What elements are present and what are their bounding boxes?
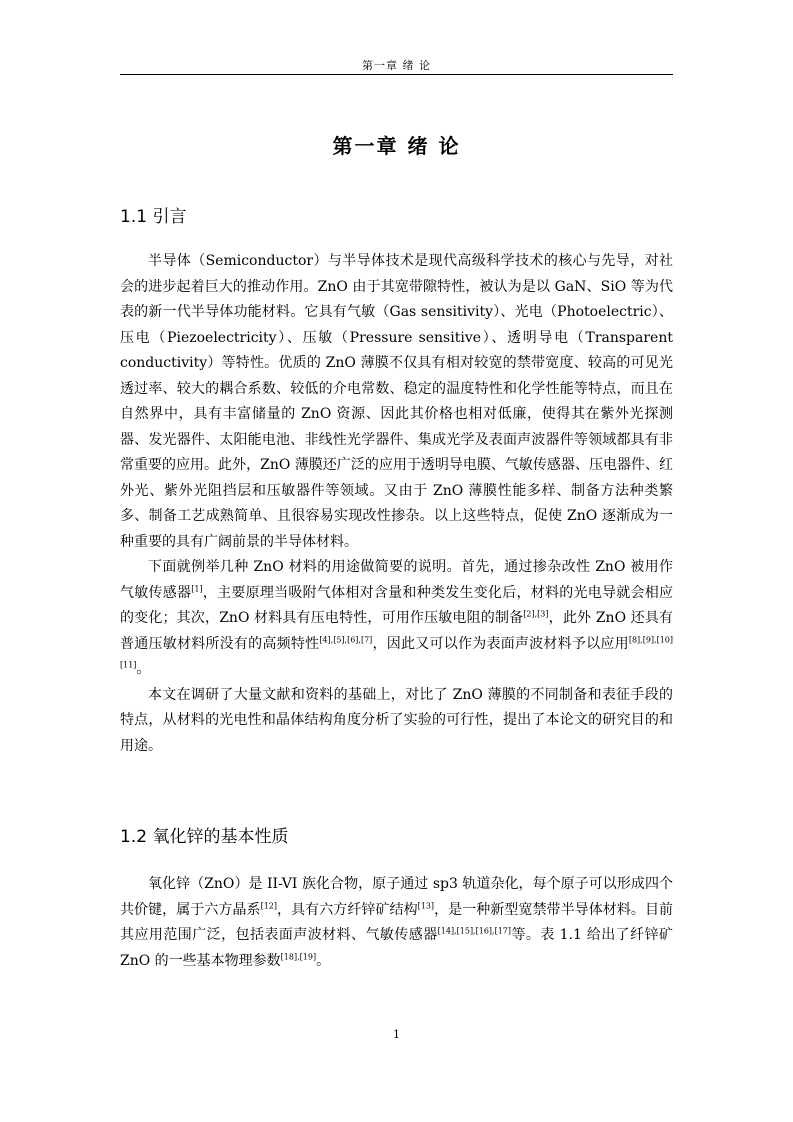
section-1-1-body bbox=[120, 249, 673, 759]
page-number: 1 bbox=[393, 1028, 400, 1041]
citation: [4],[5],[6],[7] bbox=[319, 634, 373, 644]
citation: [2],[3] bbox=[523, 609, 549, 619]
citation: [14],[15],[16],[17] bbox=[437, 926, 511, 936]
section-heading-1-1: 1.1 引言 bbox=[120, 207, 187, 227]
section-heading-1-2: 1.2 氧化锌的基本性质 bbox=[120, 827, 289, 847]
citation: [12] bbox=[260, 900, 277, 910]
paragraph-zno-properties: 氧化锌（ZnO）是 II-VI 族化合物，原子通过 sp3 轨道杂化，每个原子可以形成四个共价键，属于六方晶系[12]，具有六方纤锌矿结构[13]，是一种新型宽禁带半导体材料。目前其应用范围广泛，包括表面声波材料、气敏传感器[14],[15],[16],[17]等。表 1.1 给出了纤锌矿 ZnO 的一些基本物理参数[18],[19]。 bbox=[120, 876, 674, 969]
paragraph-intro: 半导体（Semiconductor）与半导体技术是现代高级科学技术的核心与先导，对社会的进步起着巨大的推动作用。ZnO 由于其宽带隙特性，被认为是以 GaN、SiO 等为代表的新一代半导体功能材料。它具有气敏（Gas sensitivity）、光电（Photoelectric）、压电（Piezoelectricity）、压敏（Pressure sensitive）、透明导电（Transparent conductivity）等特性。优质的 ZnO 薄膜不仅具有相对较宽的禁带宽度、较高的可见光透过率、较大的耦合系数、较低的介电常数、稳定的温度特性和化学性能等特点，而且在自然界中，具有丰富储量的 ZnO 资源、因此其价格也相对低廉，使得其在紫外光探测器、发光器件、太阳能电池、非线性光学器件、集成光学及表面声波器件等领域都具有非常重要的应用。此外，ZnO 薄膜还广泛的应用于透明导电膜、气敏传感器、压电器件、红外光、紫外光阻挡层和压敏器件等领域。又由于 ZnO 薄膜性能多样、制备方法种类繁多、制备工艺成熟简单、且很容易实现改性掺杂。以上这些特点，促使 ZnO 逐渐成为一种重要的具有广阔前景的半导体材料。 bbox=[120, 253, 673, 550]
citation: [1] bbox=[191, 583, 203, 593]
header-rule bbox=[120, 74, 673, 75]
paragraph-purpose: 本文在调研了大量文献和资料的基础上，对比了 ZnO 薄膜的不同制备和表征手段的特点，从材料的光电性和晶体结构角度分析了实验的可行性，提出了本论文的研究目的和用途。 bbox=[120, 686, 673, 754]
citation: [8],[9],[10][11] bbox=[120, 634, 674, 670]
citation: [13] bbox=[417, 900, 435, 910]
paragraph-applications: 下面就例举几种 ZnO 材料的用途做简要的说明。首先，通过掺杂改性 ZnO 被用作气敏传感器[1]，主要原理当吸附气体相对含量和种类发生变化后，材料的光电导就会相应的变化；其次，ZnO 材料具有压电特性，可用作压敏电阻的制备[2],[3]，此外 ZnO 还具有普通压敏材料所没有的高频特性[4],[5],[6],[7]，因此又可以作为表面声波材料予以应用[8],[9],[10][11]。 bbox=[120, 559, 674, 677]
section-1-2-body bbox=[120, 872, 673, 974]
running-header: 第一章 绪 论 bbox=[362, 59, 431, 72]
chapter-title: 第一章 绪 论 bbox=[332, 134, 461, 158]
citation: [18],[19] bbox=[280, 951, 317, 961]
